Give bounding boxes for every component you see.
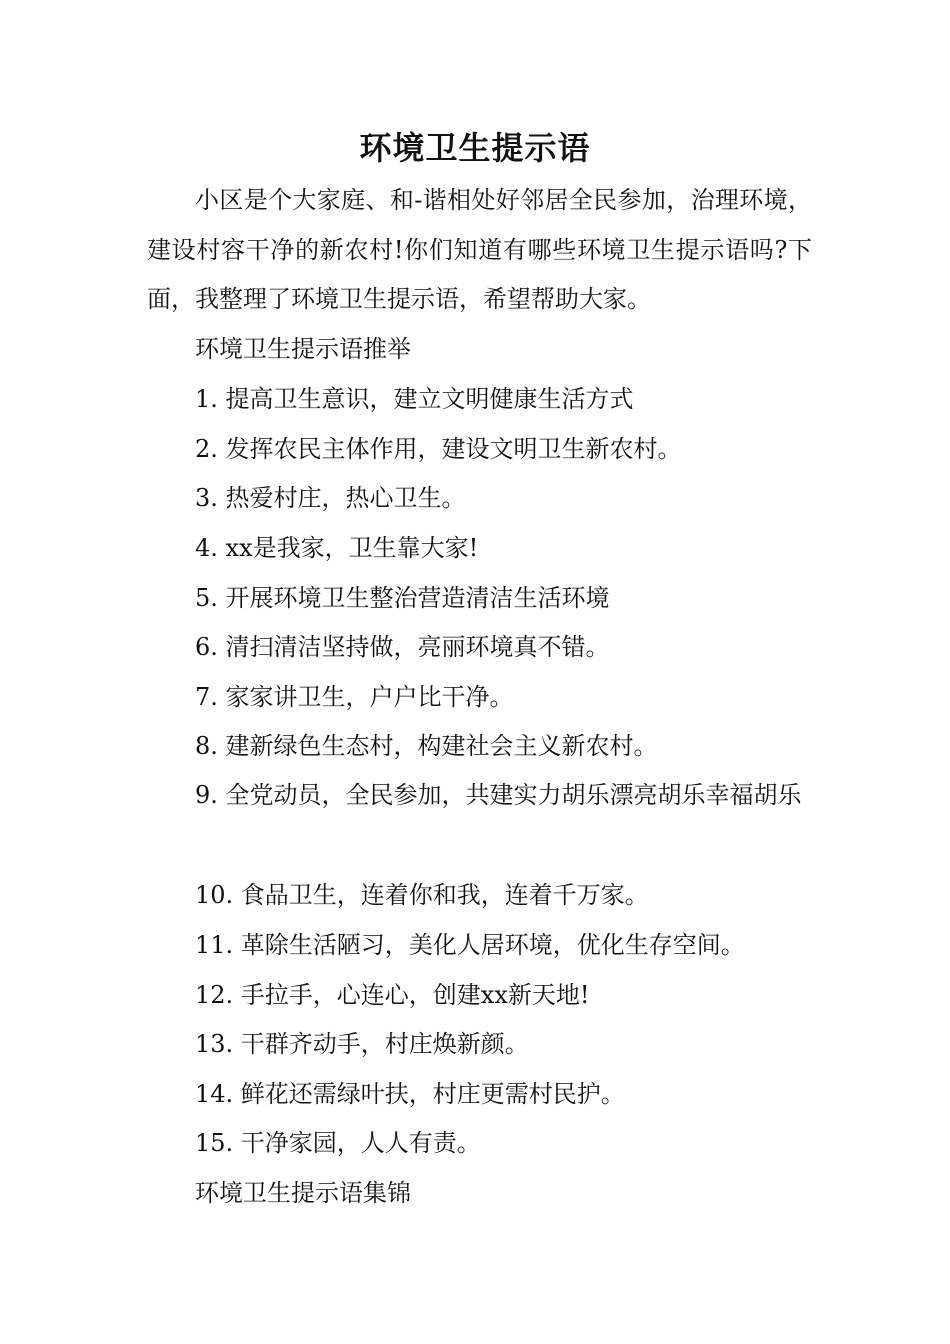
intro-paragraph: 小区是个大家庭、和-谐相处好邻居全民参加，治理环境，建设村容干净的新农村!你们知道有哪些环境卫生提示语吗?下面，我整理了环境卫生提示语，希望帮助大家。 — [147, 186, 812, 314]
list-item: 11. 革除生活陋习，美化人居环境，优化生存空间。 — [195, 931, 745, 959]
list-item: 9. 全党动员，全民参加，共建实力胡乐漂亮胡乐幸福胡乐 — [195, 781, 802, 809]
section-heading-collection: 环境卫生提示语集锦 — [195, 1179, 411, 1207]
section-heading-recommended: 环境卫生提示语推举 — [195, 335, 411, 363]
list-item: 5. 开展环境卫生整治营造清洁生活环境 — [195, 584, 610, 612]
document-title: 环境卫生提示语 — [359, 129, 591, 167]
list-item: 12. 手拉手，心连心，创建xx新天地! — [195, 981, 590, 1009]
list-item: 6. 清扫清洁坚持做，亮丽环境真不错。 — [195, 633, 610, 661]
list-item: 14. 鲜花还需绿叶扶，村庄更需村民护。 — [195, 1080, 625, 1108]
list-item: 8. 建新绿色生态村，构建社会主义新农村。 — [195, 732, 658, 760]
list-item: 2. 发挥农民主体作用，建设文明卫生新农村。 — [195, 435, 682, 463]
list-item: 4. xx是我家，卫生靠大家! — [195, 534, 479, 562]
list-item: 1. 提高卫生意识，建立文明健康生活方式 — [195, 385, 634, 413]
list-item: 15. 干净家园，人人有责。 — [195, 1129, 481, 1157]
list-item: 7. 家家讲卫生，户户比干净。 — [195, 683, 514, 711]
list-item: 10. 食品卫生，连着你和我，连着千万家。 — [195, 881, 649, 909]
list-item: 13. 干群齐动手，村庄焕新颜。 — [195, 1030, 529, 1058]
list-item: 3. 热爱村庄，热心卫生。 — [195, 484, 466, 512]
